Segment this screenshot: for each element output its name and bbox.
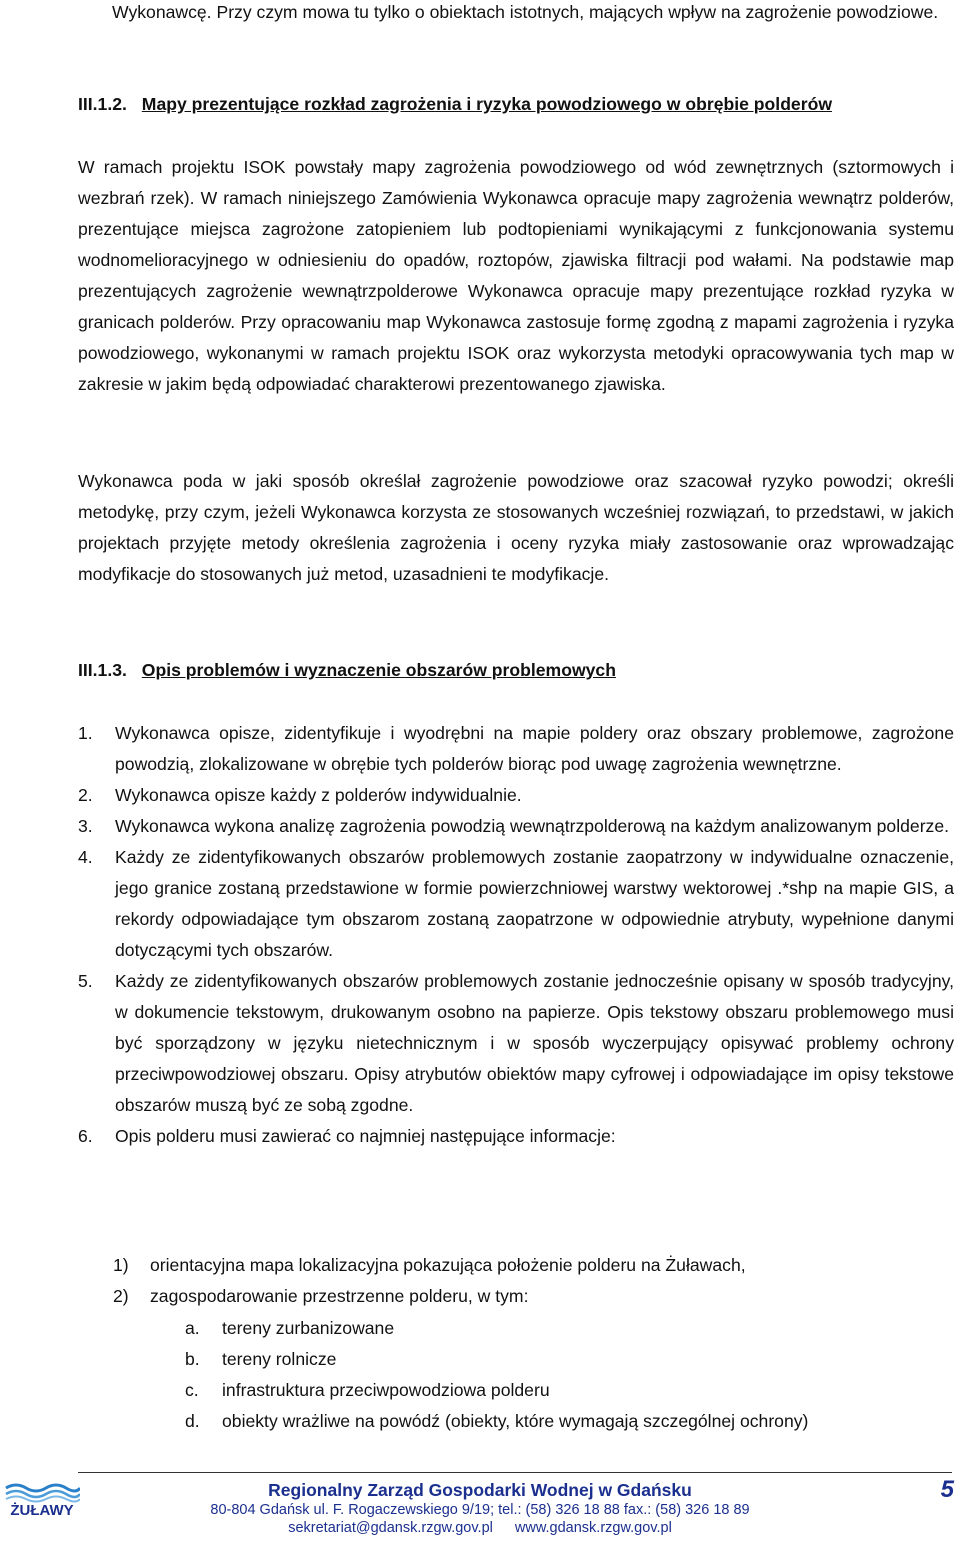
section-number: III.1.3. [78, 660, 127, 680]
land-use-sublist [78, 1313, 954, 1437]
section-1-2-paragraph-2: Wykonawca poda w jaki sposób określał zagrożenie powodziowe oraz szacował ryzyko powodzi; określi metodykę, przy czym, jeżeli Wykonawca korzysta ze stosowanych wcześniej rozwiązań, to przedstawi, w jakich projektach przyjęte metody określenia zagrożenia i oceny ryzyka miały zastosowanie oraz wprowadzając modyfikacje do stosowanych już metod, uzasadnieni te modyfikacje. [78, 471, 954, 584]
page-footer [0, 1470, 960, 1545]
footer-divider [78, 1472, 952, 1473]
sublist-item: a. tereny zurbanizowane [185, 1318, 395, 1338]
list-item: 6. Opis polderu musi zawierać co najmniej następujące informacje: [78, 1126, 616, 1146]
footer-organization: Regionalny Zarząd Gospodarki Wodnej w Gdańsku [268, 1480, 692, 1500]
list-item: 2. Wykonawca opisze każdy z polderów indywidualnie. [78, 785, 522, 805]
footer-contact [0, 1520, 960, 1536]
intro-paragraph: Wykonawcę. Przy czym mowa tu tylko o obiektach istotnych, mających wpływ na zagrożenie powodziowe. [112, 2, 939, 22]
sublist-item: c. infrastruktura przeciwpowodziowa polderu [185, 1380, 550, 1400]
requirements-list [78, 718, 954, 1152]
list-item: 3. Wykonawca wykona analizę zagrożenia powodzią wewnątrzpolderową na każdym analizowanym polderze. [78, 816, 950, 836]
list-item: 1. Wykonawca opisze, zidentyfikuje i wyodrębni na mapie poldery oraz obszary problemowe, zagrożone powodzią, zlokalizowane w obrębie tych polderów biorąc pod uwagę zagrożenia wewnętrzne. [78, 723, 954, 774]
sublist-item: d. obiekty wrażliwe na powódź (obiekty, które wymagają szczególnej ochrony) [185, 1411, 809, 1431]
footer-address: 80-804 Gdańsk ul. F. Rogaczewskiego 9/19; tel.: (58) 326 18 88 fax.: (58) 326 18 89 [210, 1502, 750, 1518]
list-item: 5. Każdy ze zidentyfikowanych obszarów problemowych zostanie jednocześnie opisany w sposób tradycyjny, w dokumencie tekstowym, drukowanym osobno na papierze. Opis tekstowy obszaru problemowego musi być sporządzony w języku nietechnicznym i w sposób wyczerpujący opisywać problemy ochrony przeciwpowodziowej obszaru. Opisy atrybutów obiektów mapy cyfrowej i odpowiadające im opisy tekstowe obszarów muszą być ze sobą zgodne. [78, 971, 954, 1115]
list-item: 4. Każdy ze zidentyfikowanych obszarów problemowych zostanie zaopatrzony w indywidualne oznaczenie, jego granice zostaną przedstawione w formie powierzchniowej warstwy wektorowej .*shp na mapie GIS, a rekordy odpowiadające tym obszarom zostaną zaopatrzone w odpowiednie atrybuty, wypełnione danymi dotyczącymi tych obszarów. [78, 847, 954, 960]
section-heading-1-2 [78, 89, 832, 120]
footer-website[interactable]: www.gdansk.rzgw.gov.pl [514, 1520, 672, 1536]
polder-info-sublist [78, 1250, 954, 1312]
section-heading-1-3 [78, 655, 616, 686]
section-number: III.1.2. [78, 94, 127, 114]
sublist-item: 1) orientacyjna mapa lokalizacyjna pokazująca położenie polderu na Żuławach, [113, 1255, 746, 1275]
sublist-item: 2) zagospodarowanie przestrzenne polderu, w tym: [113, 1286, 529, 1306]
section-title: Opis problemów i wyznaczenie obszarów problemowych [141, 660, 616, 680]
footer-email[interactable]: sekretariat@gdansk.rzgw.gov.pl [288, 1520, 493, 1536]
page-number: 5 [940, 1476, 954, 1503]
section-1-2-paragraph-1: W ramach projektu ISOK powstały mapy zagrożenia powodziowego od wód zewnętrznych (sztormowych i wezbrań rzek). W ramach niniejszego Zamówienia Wykonawca opracuje mapy zagrożenia wewnątrz polderów, prezentujące miejsca zagrożone zatopieniem lub podtopieniami wynikającymi z funkcjonowania systemu wodnomelioracyjnego w odniesieniu do opadów, roztopów, zjawiska filtracji pod wałami. Na podstawie map prezentujących zagrożenie wewnątrzpolderowe Wykonawca opracuje mapy prezentujące rozkład ryzyka w granicach polderów. Przy opracowaniu map Wykonawca zastosuje formę zgodną z mapami zagrożenia i ryzyka powodziowego, wykonanymi w ramach projektu ISOK oraz wykorzysta metodyki opracowywania tych map w zakresie w jakim będą odpowiadać charakterowi prezentowanego zjawiska. [78, 157, 954, 394]
sublist-item: b. tereny rolnicze [185, 1349, 337, 1369]
section-title: Mapy prezentujące rozkład zagrożenia i ryzyka powodziowego w obrębie polderów [141, 94, 832, 114]
logo-text: ŻUŁAWY [10, 1502, 74, 1518]
